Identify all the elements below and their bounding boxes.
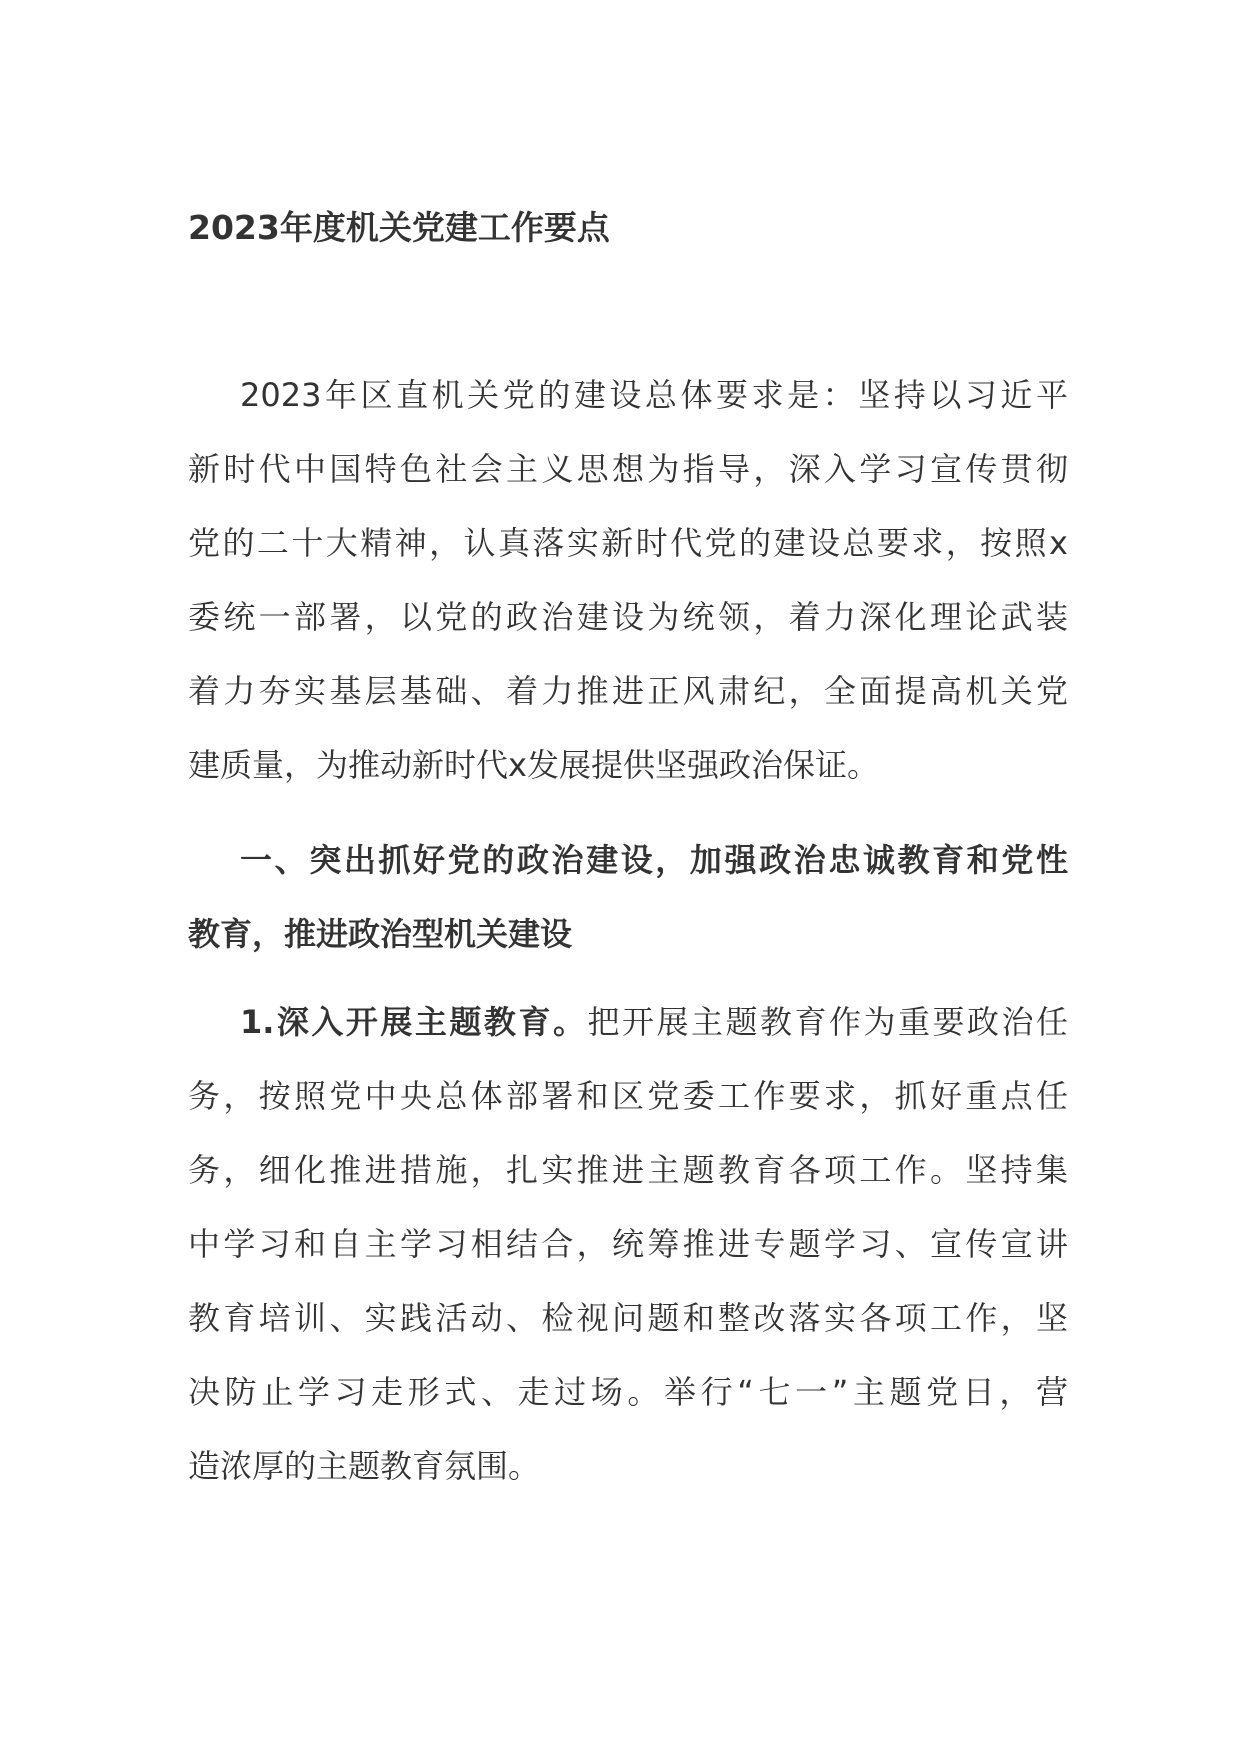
item-1-lead: 1.深入开展主题教育。: [240, 1003, 588, 1041]
paragraph-line: 决防止学习走形式、走过场。举行“七一”主题党日，营: [188, 1373, 1068, 1411]
paragraph-line: 2023年区直机关党的建设总体要求是：坚持以习近平: [240, 376, 1068, 414]
paragraph-line: 着力夯实基层基础、着力推进正风肃纪，全面提高机关党: [188, 672, 1068, 710]
paragraph-line: 教育培训、实践活动、检视问题和整改落实各项工作，坚: [188, 1299, 1068, 1337]
item-1-paragraph: [188, 985, 1068, 1503]
paragraph-line: [188, 985, 1068, 1059]
item-1-first-line-text: 把开展主题教育作为重要政治任: [587, 1003, 1068, 1041]
paragraph-line: 中学习和自主学习相结合，统筹推进专题学习、宣传宣讲: [188, 1225, 1068, 1263]
document-title: 2023年度机关党建工作要点: [188, 208, 610, 247]
paragraph-line: 党的二十大精神，认真落实新时代党的建设总要求，按照x: [188, 524, 1068, 562]
paragraph-line: 建质量，为推动新时代x发展提供坚强政治保证。: [188, 746, 879, 784]
paragraph-line: 委统一部署，以党的政治建设为统领，着力深化理论武装: [188, 598, 1068, 636]
paragraph-line: 新时代中国特色社会主义思想为指导，深入学习宣传贯彻: [188, 450, 1068, 488]
intro-paragraph: [188, 358, 1068, 802]
heading-line: 教育，推进政治型机关建设: [188, 915, 573, 953]
heading-line: 一、突出抓好党的政治建设，加强政治忠诚教育和党性: [240, 841, 1068, 879]
section-heading: [188, 823, 1068, 971]
paragraph-line: 务，按照党中央总体部署和区党委工作要求，抓好重点任: [188, 1077, 1068, 1115]
paragraph-line: 造浓厚的主题教育氛围。: [188, 1447, 541, 1485]
paragraph-line: 务，细化推进措施，扎实推进主题教育各项工作。坚持集: [188, 1151, 1068, 1189]
